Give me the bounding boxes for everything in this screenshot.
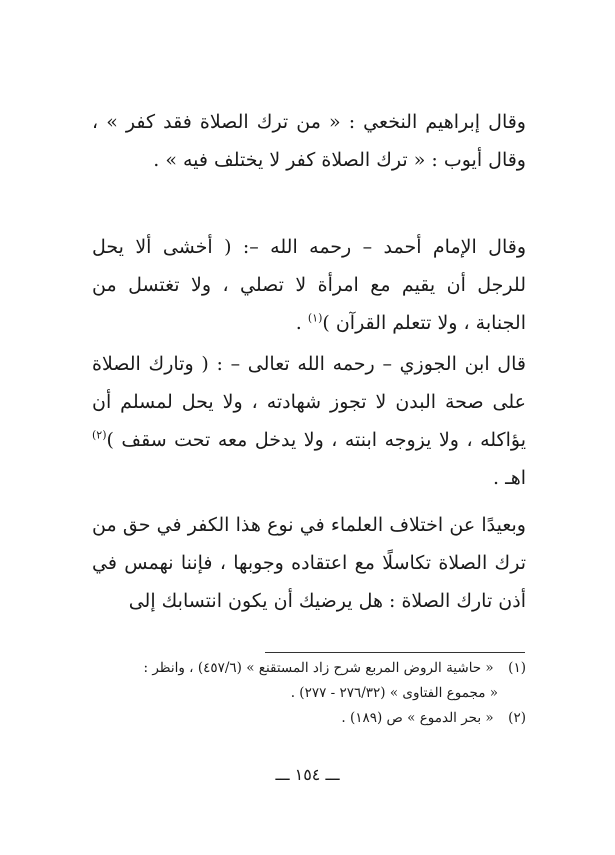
paragraph-4 (92, 506, 526, 620)
paragraph-1 (92, 103, 526, 179)
footnotes (92, 656, 526, 731)
paragraph-2-text: وقال الإمام أحمد – رحمه الله –: ( أخشى ألا يحل للرجل أن يقيم مع امرأة لا تصلي ، ولا تغتسل من الجنابة ، ولا تتعلم القرآن ) (92, 236, 526, 334)
footnote-1-line2: « مجموع الفتاوى » (٢٧٦/٣٢ - ٢٧٧) . (290, 685, 498, 701)
footnote-ref-1[interactable]: (١) (307, 311, 323, 325)
footnote-2 (92, 706, 526, 731)
paragraph-3-body (92, 345, 526, 497)
paragraph-3-text: قال ابن الجوزي – رحمه الله تعالى – : ( وتارك الصلاة على صحة البدن لا تجوز شهادته ، ولا يحل لمسلم أن يؤاكله ، ولا يزوجه ابنته ، ولا يدخل معه تحت سقف ) (92, 353, 526, 451)
footnote-2-line1: « بحر الدموع » ص (١٨٩) . (341, 710, 494, 726)
footnote-1-continuation (92, 681, 526, 706)
footnote-1-line1: « حاشية الروض المربع شرح زاد المستقنع » (٤٥٧/٦) ، وانظر : (143, 660, 494, 676)
paragraph-2-body (92, 228, 526, 342)
paragraph-2 (92, 228, 526, 342)
footnote-ref-2[interactable]: (٢) (92, 428, 107, 442)
paragraph-2-end: . (295, 312, 302, 334)
footnote-2-number: (٢) (508, 710, 526, 726)
paragraph-3-end: اهـ . (493, 467, 526, 489)
footnote-1 (92, 656, 526, 681)
paragraph-4-text: وبعيدًا عن اختلاف العلماء في نوع هذا الكفر في حق من ترك الصلاة تكاسلًا مع اعتقاده وجوبها ، فإننا نهمس في أذن تارك الصلاة : هل يرضيك أن يكون انتسابك إلى (92, 514, 526, 612)
paragraph-1-text: وقال إبراهيم النخعي : « من ترك الصلاة فقد كفر » ، وقال أيوب : « ترك الصلاة كفر لا يختلف فيه » . (92, 111, 526, 171)
paragraph-3 (92, 345, 526, 497)
footnote-separator (265, 652, 525, 653)
page-number: ـــ ١٥٤ ـــ (275, 765, 340, 784)
footnote-1-number: (١) (508, 660, 526, 676)
